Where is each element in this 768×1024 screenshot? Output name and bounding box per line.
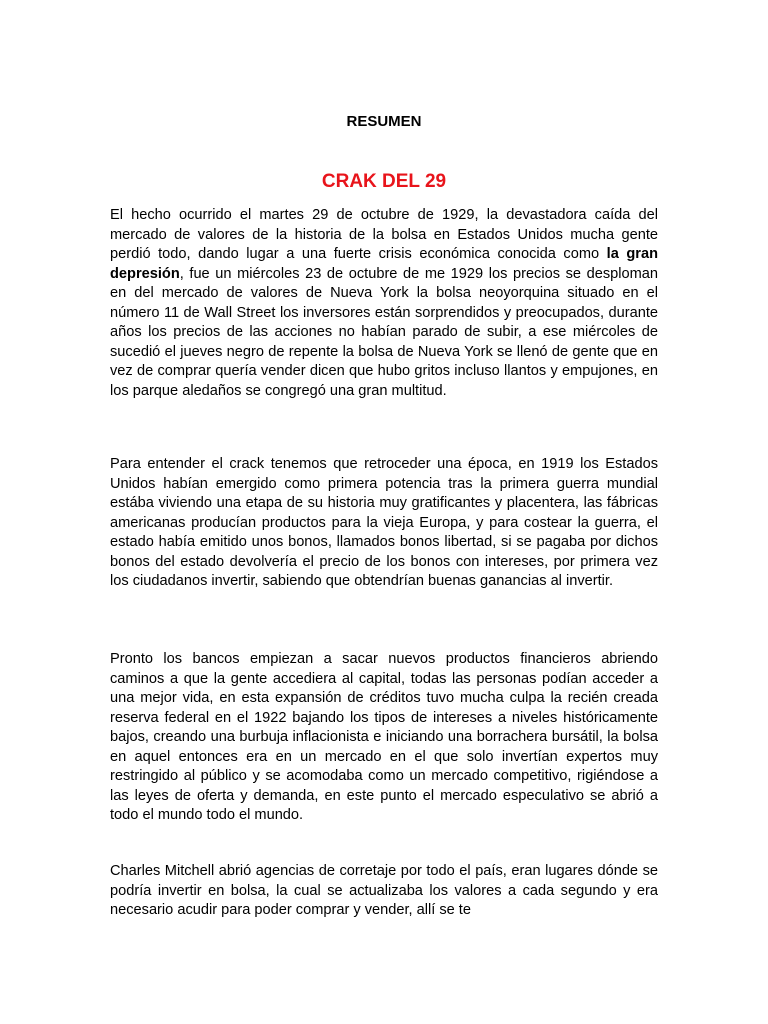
document-title: CRAK DEL 29 — [321, 171, 447, 192]
paragraph-2: Para entender el crack tenemos que retroceder una época, en 1919 los Estados Unidos habían emergido como primera potencia tras la primera guerra mundial estába viviendo una etapa de su historia muy gratificantes y placentera, las fábricas americanas producían productos para la vieja Europa, y para costear la guerra, el estado había emitido unos bonos, llamados bonos libertad, si se pagaba por dichos bonos del estado devolvería el precio de los bonos con intereses, por primera vez los ciudadanos invertir, sabiendo que obtendrían buenas ganancias al invertir. — [110, 456, 658, 589]
paragraph-1-bold-term: la gran depresión — [110, 246, 658, 282]
summary-heading: RESUMEN — [346, 113, 422, 130]
paragraph-4: Charles Mitchell abrió agencias de corretaje por todo el país, eran lugares dónde se podría invertir en bolsa, la cual se actualizaba los valores a cada segundo y era necesario acudir para poder comprar y vender, allí se te — [110, 863, 658, 918]
paragraph-3: Pronto los bancos empiezan a sacar nuevos productos financieros abriendo caminos a que la gente accediera al capital, todas las personas podían acceder a una mejor vida, en esta expansión de créditos tuvo mucha culpa la recién creada reserva federal en el 1922 bajando los tipos de intereses a niveles históricamente bajos, creando una burbuja inflacionista e iniciando una borrachera bursátil, la bolsa en aquel entonces era en un mercado en el que solo invertían expertos muy restringido al público y se acomodaba como un mercado competitivo, rigiéndose a las leyes de oferta y demanda, en este punto el mercado especulativo se abrió a todo el mundo todo el mundo. — [110, 651, 658, 823]
paragraph-1 — [110, 206, 658, 401]
paragraph-1-text-end: , fue un miércoles 23 de octubre de me 1929 los precios se desploman en del mercado de valores de Nueva York la bolsa neoyorquina situado en el número 11 de Wall Street los inversores están sorprendidos y preocupados, durante años los precios de las acciones no habían parado de subir, a ese miércoles de sucedió el jueves negro de repente la bolsa de Nueva York se llenó de gente que en vez de comprar quería vender dicen que hubo gritos incluso llantos y empujones, en los parque aledaños se congregó una gran multitud. — [110, 265, 658, 399]
paragraph-1-text-start: El hecho ocurrido el martes 29 de octubre de 1929, la devastadora caída del mercado de valores de la historia de la bolsa en Estados Unidos mucha gente perdió todo, dando lugar a una fuerte crisis económica conocida como — [110, 207, 658, 262]
